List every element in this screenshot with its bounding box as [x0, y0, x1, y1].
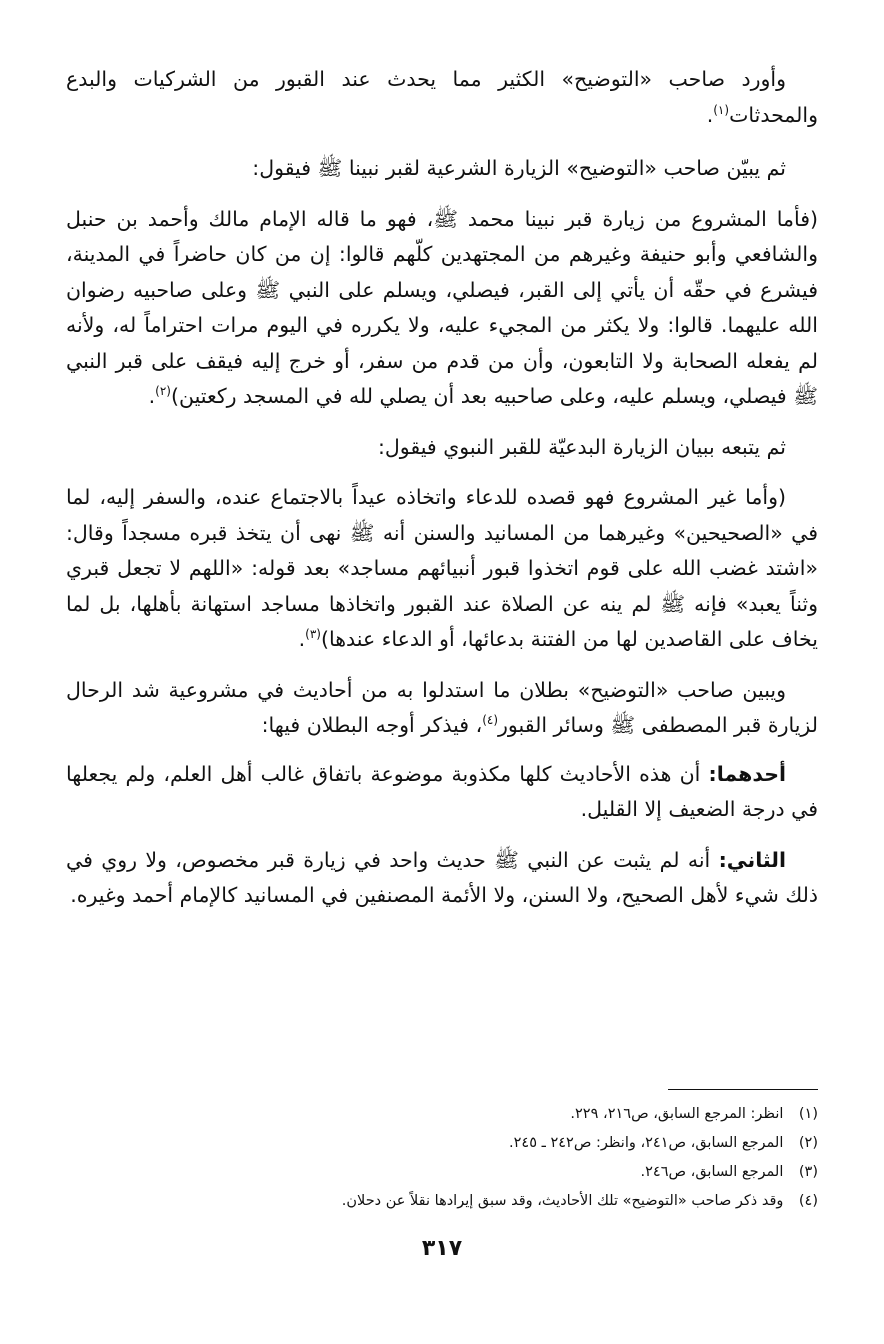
- paragraph-intro: وأورد صاحب «التوضيح» الكثير مما يحدث عند القبور من الشركيات والبدع والمحدثات$^{(١)}$.: [66, 67, 818, 127]
- first-reason-heading: أحدهما:: [708, 761, 786, 786]
- footnote-ref-2: (٢): [155, 384, 171, 399]
- paragraph-lawful-visit-intro: ثم يبيّن صاحب «التوضيح» الزيارة الشرعية لقبر نبينا ﷺ فيقول:: [252, 156, 786, 180]
- paragraph-lawful-visit-quote: (فأما المشروع من زيارة قبر نبينا محمد ﷺ، فهو ما قاله الإمام مالك وأحمد بن حنبل والشافعي وأبو حنيفة وغيرهم من المجتهدين كلّهم قالوا: إن من كان حاضراً في المدينة، فيشرع في حقّه أن يأتي إلى القبر، فيصلي، ويسلم على النبي ﷺ وعلى صاحبيه رضوان الله عليهما. قالوا: ولا يكثر من المجيء عليه، ولا يكرره في اليوم مرات احتراماً له، ولأنه لم يفعله الصحابة ولا التابعون، وأن من قدم من سفر، أو خرج إليه فيقف على قبر النبي ﷺ فيصلي، ويسلم عليه، وعلى صاحبيه بعد أن يصلي لله في المسجد ركعتين)$^{(٢)}$.: [66, 206, 818, 408]
- paragraph-innovated-visit-intro: ثم يتبعه ببيان الزيارة البدعيّة للقبر النبوي فيقول:: [377, 434, 786, 459]
- paragraph-first-reason: أحدهما: أن هذه الأحاديث كلها مكذوبة موضوعة باتفاق غالب أهل العلم، ولم يجعلها في درجة الضعيف إلا القليل.: [66, 761, 818, 821]
- footnotes: [58, 1100, 818, 1216]
- footnote-ref-3: (٣): [305, 627, 321, 642]
- footnote-ref-1: (١): [713, 102, 730, 117]
- paragraph-second-reason: الثاني: أنه لم يثبت عن النبي ﷺ حديث واحد في زيارة قبر مخصوص، ولا روي في ذلك شيء لأهل الصحيح، ولا السنن، ولا الأئمة المصنفين في المسانيد كالإمام أحمد وغيره.: [66, 847, 818, 907]
- paragraph-hadith-invalidity: ويبين صاحب «التوضيح» بطلان ما استدلوا به من أحاديث في مشروعية شد الرحال لزيارة قبر المصطفى ﷺ وسائر القبور$^{(٤)}$، فيذكر أوجه البطلان فيها:: [66, 677, 818, 737]
- paragraph-innovated-visit-quote: (وأما غير المشروع فهو قصده للدعاء واتخاذه عيداً بالاجتماع عنده، والسفر إليه، لما في «الصحيحين» وغيرهما من المسانيد والسنن أنه ﷺ نهى أن يتخذ قبره مسجداً وقال: «اشتد غضب الله على قوم اتخذوا قبور أنبيائهم مساجد» بعد قوله: «اللهم لا تجعل قبري وثناً يعبد» فإنه ﷺ لم ينه عن الصلاة عند القبور واتخاذها مساجد استهانة بأهلها، بل لما يخاف على القاصدين لها من الفتنة بدعائها، أو الدعاء عندها)$^{(٣)}$.: [66, 485, 818, 651]
- footnote-1: (١) انظر: المرجع السابق، ص٢١٦، ٢٢٩.: [570, 1106, 818, 1122]
- footnote-4: (٤) وقد ذكر صاحب «التوضيح» تلك الأحاديث، وقد سبق إيرادها نقلاً عن دحلان.: [341, 1193, 818, 1209]
- second-reason-heading: الثاني:: [718, 847, 786, 872]
- footnote-2: (٢) المرجع السابق، ص٢٤١، وانظر: ص٢٤٢ ـ ٢٤٥.: [509, 1135, 818, 1151]
- footnote-divider: [668, 1089, 818, 1090]
- footnote-3: (٣) المرجع السابق، ص٢٤٦.: [640, 1164, 818, 1180]
- footnote-ref-4: (٤): [482, 713, 499, 728]
- main-text: [66, 62, 818, 929]
- page-number: ٣١٧: [421, 1236, 463, 1261]
